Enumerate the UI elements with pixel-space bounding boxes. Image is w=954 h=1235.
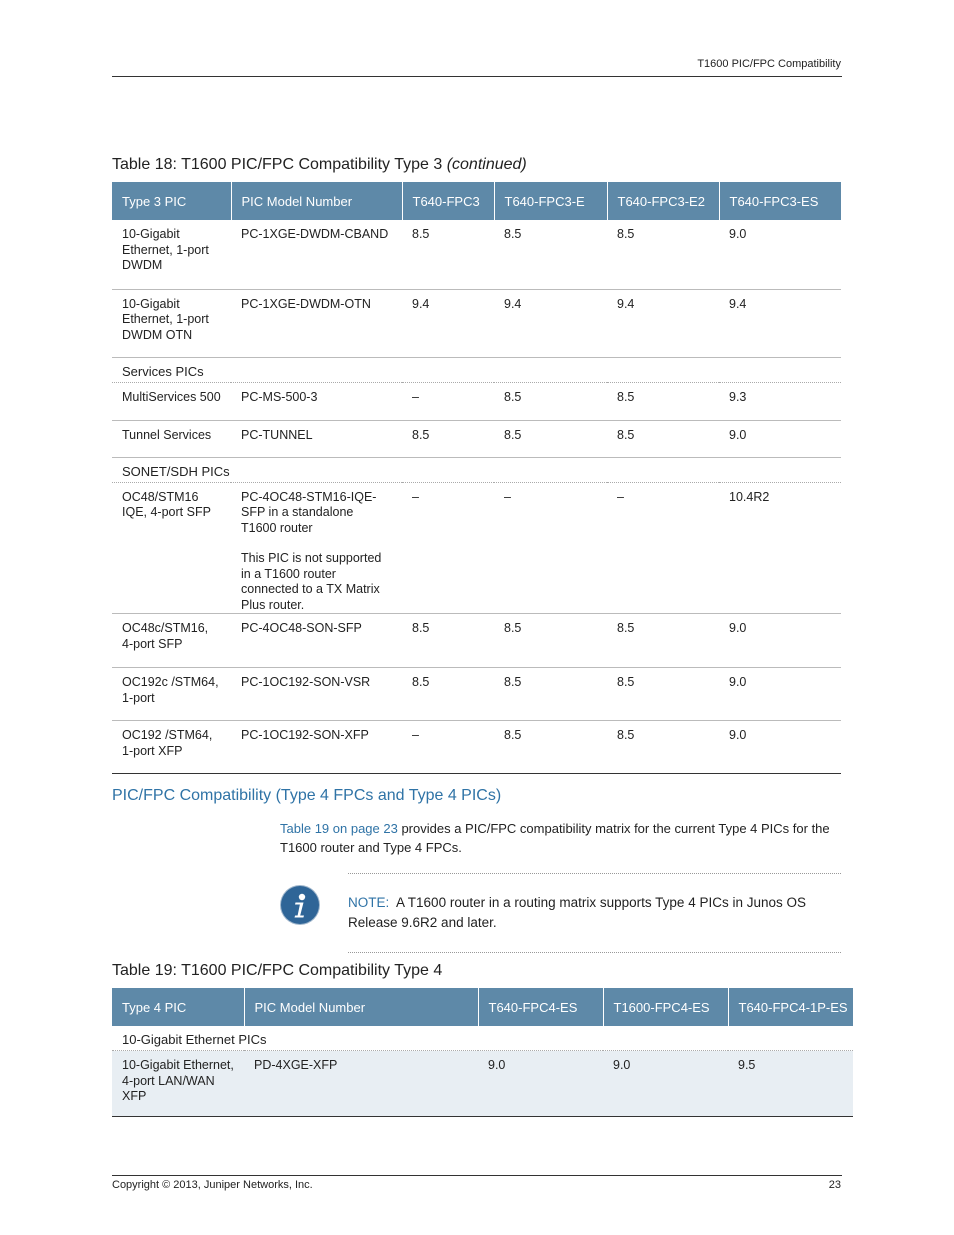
table18-caption: Table 18: T1600 PIC/FPC Compatibility Type 3 (continued) [112, 156, 527, 173]
note-text [348, 893, 842, 933]
table19-caption: Table 19: T1600 PIC/FPC Compatibility Type 4 [112, 962, 443, 979]
table-row [112, 220, 841, 289]
cell-fpc3-es: 9.0 [719, 420, 841, 457]
cell-fpc3-es: 9.0 [719, 614, 841, 668]
section-row-10ge [112, 1026, 853, 1051]
cell-pic: OC192c /STM64, 1-port [112, 668, 231, 721]
cell-fpc3-e: 8.5 [494, 721, 607, 774]
note-label: NOTE: [348, 895, 390, 910]
cell-fpc3-e2: 8.5 [607, 420, 719, 457]
note-body: A T1600 router in a routing matrix supports Type 4 PICs in Junos OS Release 9.6R2 and later. [348, 895, 806, 930]
header-rule [112, 76, 842, 77]
cell-pic: 10-Gigabit Ethernet, 1-port DWDM [112, 220, 231, 289]
col-header-type3-pic: Type 3 PIC [112, 182, 231, 220]
cell-fpc3-e: 8.5 [494, 420, 607, 457]
col-header-type4-pic: Type 4 PIC [112, 988, 244, 1026]
col-header-pic-model: PIC Model Number [231, 182, 402, 220]
table19-header-row [112, 988, 853, 1026]
cell-model [231, 482, 402, 614]
paragraph-text: provides a PIC/FPC compatibility matrix for the current Type 4 PICs for the T1600 router and Type 4 FPCs. [280, 821, 830, 855]
cell-pic: 10-Gigabit Ethernet, 1-port DWDM OTN [112, 289, 231, 357]
page-number: 23 [828, 1179, 841, 1191]
cell-fpc3-es: 9.0 [719, 668, 841, 721]
cell-model: PC-1XGE-DWDM-OTN [231, 289, 402, 357]
table19-link[interactable]: Table 19 on page 23 [280, 821, 398, 836]
cell-pic: OC192 /STM64, 1-port XFP [112, 721, 231, 774]
cell-fpc3-e2: 8.5 [607, 382, 719, 420]
cell-fpc3-e: 8.5 [494, 614, 607, 668]
table19 [112, 988, 853, 1117]
cell-fpc3: 9.4 [402, 289, 494, 357]
cell-fpc3-e: 8.5 [494, 668, 607, 721]
note-top-divider [348, 873, 841, 874]
cell-t640-fpc4-1p-es: 9.5 [728, 1051, 853, 1117]
section-label: Services PICs [112, 357, 841, 382]
table-row [112, 289, 841, 357]
cell-model: PC-MS-500-3 [231, 382, 402, 420]
cell-fpc3-es: 9.0 [719, 220, 841, 289]
cell-fpc3-e2: – [607, 482, 719, 614]
cell-fpc3-e2: 8.5 [607, 614, 719, 668]
cell-fpc3-e: 9.4 [494, 289, 607, 357]
cell-fpc3-e: 8.5 [494, 220, 607, 289]
cell-fpc3: 8.5 [402, 668, 494, 721]
info-icon [281, 886, 319, 924]
cell-pic: OC48/STM16 IQE, 4-port SFP [112, 482, 231, 614]
cell-fpc3-e2: 9.4 [607, 289, 719, 357]
col-header-t640-fpc4-es: T640-FPC4-ES [478, 988, 603, 1026]
table-row [112, 1051, 853, 1117]
section-label: 10-Gigabit Ethernet PICs [112, 1026, 853, 1051]
cell-fpc3: 8.5 [402, 220, 494, 289]
table-row [112, 482, 841, 614]
cell-fpc3: – [402, 482, 494, 614]
cell-fpc3: 8.5 [402, 420, 494, 457]
col-header-t640-fpc3: T640-FPC3 [402, 182, 494, 220]
cell-fpc3-es: 10.4R2 [719, 482, 841, 614]
cell-fpc3: – [402, 382, 494, 420]
table-row [112, 382, 841, 420]
cell-pic: OC48c/STM16, 4-port SFP [112, 614, 231, 668]
col-header-t640-fpc3-e: T640-FPC3-E [494, 182, 607, 220]
cell-fpc3-e2: 8.5 [607, 220, 719, 289]
cell-fpc3-es: 9.3 [719, 382, 841, 420]
cell-pic: MultiServices 500 [112, 382, 231, 420]
cell-model: PC-TUNNEL [231, 420, 402, 457]
footer-copyright: Copyright © 2013, Juniper Networks, Inc. [112, 1179, 313, 1191]
cell-model: PC-1OC192-SON-VSR [231, 668, 402, 721]
cell-fpc3-e: 8.5 [494, 382, 607, 420]
cell-model: PC-4OC48-SON-SFP [231, 614, 402, 668]
cell-fpc3-es: 9.4 [719, 289, 841, 357]
table-row [112, 420, 841, 457]
table18-header-row [112, 182, 841, 220]
section-label: SONET/SDH PICs [112, 457, 841, 482]
cell-model: PC-1OC192-SON-XFP [231, 721, 402, 774]
cell-model-text: PC-4OC48-STM16-IQE-SFP in a standalone T1600 router [241, 489, 377, 535]
cell-pic: 10-Gigabit Ethernet, 4-port LAN/WAN XFP [112, 1051, 244, 1117]
col-header-t1600-fpc4-es: T1600-FPC4-ES [603, 988, 728, 1026]
section-heading: PIC/FPC Compatibility (Type 4 FPCs and Type 4 PICs) [112, 787, 502, 804]
cell-t1600-fpc4-es: 9.0 [603, 1051, 728, 1117]
table-row [112, 668, 841, 721]
running-header: T1600 PIC/FPC Compatibility [697, 58, 841, 70]
col-header-pic-model: PIC Model Number [244, 988, 478, 1026]
footer-rule [112, 1175, 842, 1176]
section-row-sonet [112, 457, 841, 482]
cell-model: PC-1XGE-DWDM-CBAND [231, 220, 402, 289]
table18 [112, 182, 841, 774]
col-header-t640-fpc4-1p-es: T640-FPC4-1P-ES [728, 988, 853, 1026]
cell-pic: Tunnel Services [112, 420, 231, 457]
cell-model: PD-4XGE-XFP [244, 1051, 478, 1117]
table-row [112, 721, 841, 774]
cell-fpc3: 8.5 [402, 614, 494, 668]
table-row [112, 614, 841, 668]
section-paragraph [280, 819, 844, 857]
cell-fpc3-e2: 8.5 [607, 721, 719, 774]
col-header-t640-fpc3-es: T640-FPC3-ES [719, 182, 841, 220]
note-bottom-divider [348, 952, 841, 953]
cell-model-note: This PIC is not supported in a T1600 router connected to a TX Matrix Plus router. [241, 551, 382, 612]
cell-fpc3-e: – [494, 482, 607, 614]
cell-fpc3-e2: 8.5 [607, 668, 719, 721]
cell-fpc3-es: 9.0 [719, 721, 841, 774]
section-row-services [112, 357, 841, 382]
cell-t640-fpc4-es: 9.0 [478, 1051, 603, 1117]
col-header-t640-fpc3-e2: T640-FPC3-E2 [607, 182, 719, 220]
cell-fpc3: – [402, 721, 494, 774]
